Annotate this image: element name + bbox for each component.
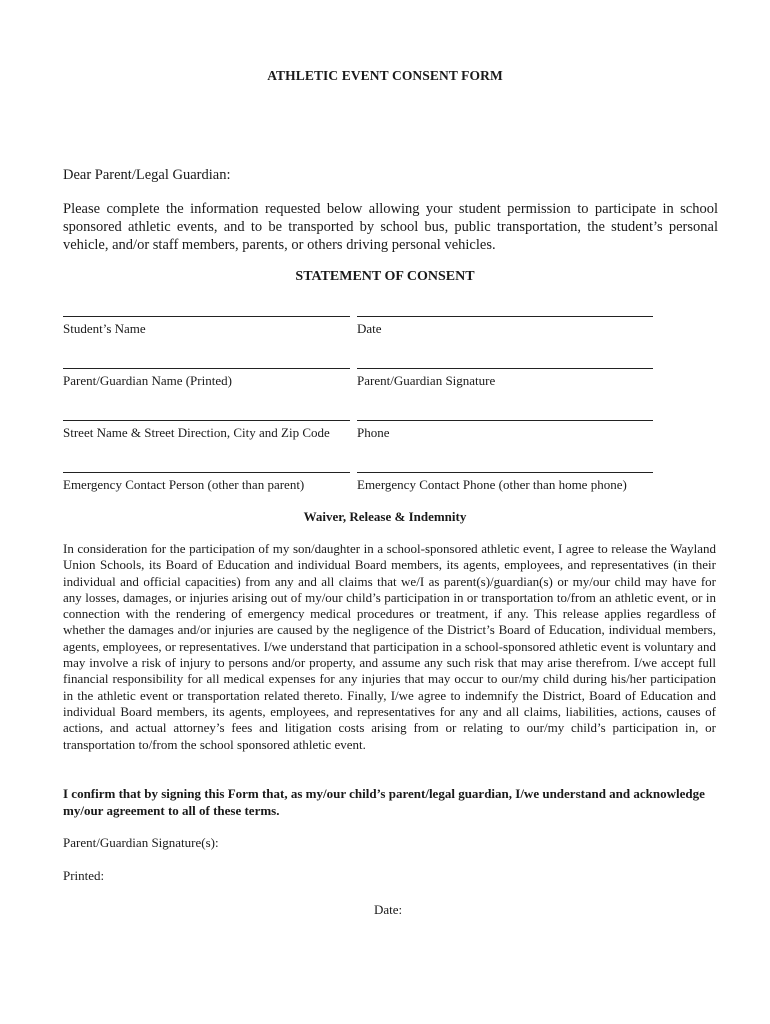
printed-label: Printed:: [63, 868, 105, 883]
form-title: ATHLETIC EVENT CONSENT FORM: [267, 68, 503, 83]
date-label-top: Date: [357, 321, 382, 336]
date-label-bottom: Date:: [374, 902, 403, 917]
intro-paragraph: Please complete the information requested below allowing your student permission to participate in school sponsored athletic events, and to be transported by school bus, public transportation, the student’s personal vehicle, and/or staff members, parents, or others driving personal vehicles.: [63, 201, 718, 253]
waiver-heading: Waiver, Release & Indemnity: [303, 509, 467, 524]
parent-name-label: Parent/Guardian Name (Printed): [63, 373, 232, 388]
parent-signature-field[interactable]: [357, 368, 653, 389]
signature-line: [357, 368, 653, 369]
address-field[interactable]: [63, 420, 350, 441]
address-label: Street Name & Street Direction, City and Zip Code: [63, 425, 330, 440]
signature-line: [63, 368, 350, 369]
signature-line: [357, 472, 653, 473]
student-name-label: Student’s Name: [63, 321, 146, 336]
signature-line: [63, 472, 350, 473]
student-name-field[interactable]: [63, 316, 350, 337]
field-row-address: [63, 420, 655, 450]
phone-label: Phone: [357, 425, 390, 440]
emergency-contact-field[interactable]: [63, 472, 350, 493]
signature-line: [357, 420, 653, 421]
parent-signature-label: Parent/Guardian Signature: [357, 373, 496, 388]
field-row-emergency: [63, 472, 655, 502]
emergency-contact-label: Emergency Contact Person (other than parent): [63, 477, 305, 492]
field-row-parent: [63, 368, 655, 398]
signature-line: [63, 420, 350, 421]
date-field[interactable]: [357, 316, 653, 337]
consent-heading: STATEMENT OF CONSENT: [295, 269, 475, 284]
phone-field[interactable]: [357, 420, 653, 441]
emergency-phone-label: Emergency Contact Phone (other than home phone): [357, 477, 627, 492]
emergency-phone-field[interactable]: [357, 472, 653, 493]
confirmation-statement: I confirm that by signing this Form that, as my/our child’s parent/legal guardian, I/we understand and acknowledge my/our agreement to all of these terms.: [63, 786, 705, 818]
signature-line: [357, 316, 653, 317]
field-row-student: [63, 316, 655, 346]
signature-line: [63, 316, 350, 317]
parent-name-field[interactable]: [63, 368, 350, 389]
greeting: Dear Parent/Legal Guardian:: [63, 167, 231, 183]
guardian-signatures-label: Parent/Guardian Signature(s):: [63, 835, 219, 850]
waiver-paragraph: In consideration for the participation of my son/daughter in a school-sponsored athletic event, I agree to release the Wayland Union Schools, its Board of Education and individual Board members, its agents, employees, and representatives (in their individual and official capacities) from any and all claims that we/I as parent(s)/guardian(s) or my/our child may have for any losses, damages, or injuries arising out of my/our child’s participation in or transportation to/from an athletic event, or in connection with the rendering of emergency medical procedures or treatment, if any. This release applies regardless of whether the damages and/or injuries are caused by the negligence of the District’s Board of Education, individual members, agents, employees, or representatives. I/we understand that participation in a school-sponsored athletic event is voluntary and may involve a risk of injury to persons and/or property, and assume any such risk that may arise therefrom. I/we accept full financial responsibility for all medical expenses for any injuries that may occur to our/my child during his/her participation in the athletic event or transportation related thereto. Finally, I/we agree to indemnify the District, Board of Education and individual Board members, its agents, employees, and representatives for any and all claims, liabilities, actions, causes of actions, and actual attorney’s fees and litigation costs arising from or relating to our/my child’s participation in, or transportation to/from the school sponsored athletic event.: [63, 541, 716, 752]
